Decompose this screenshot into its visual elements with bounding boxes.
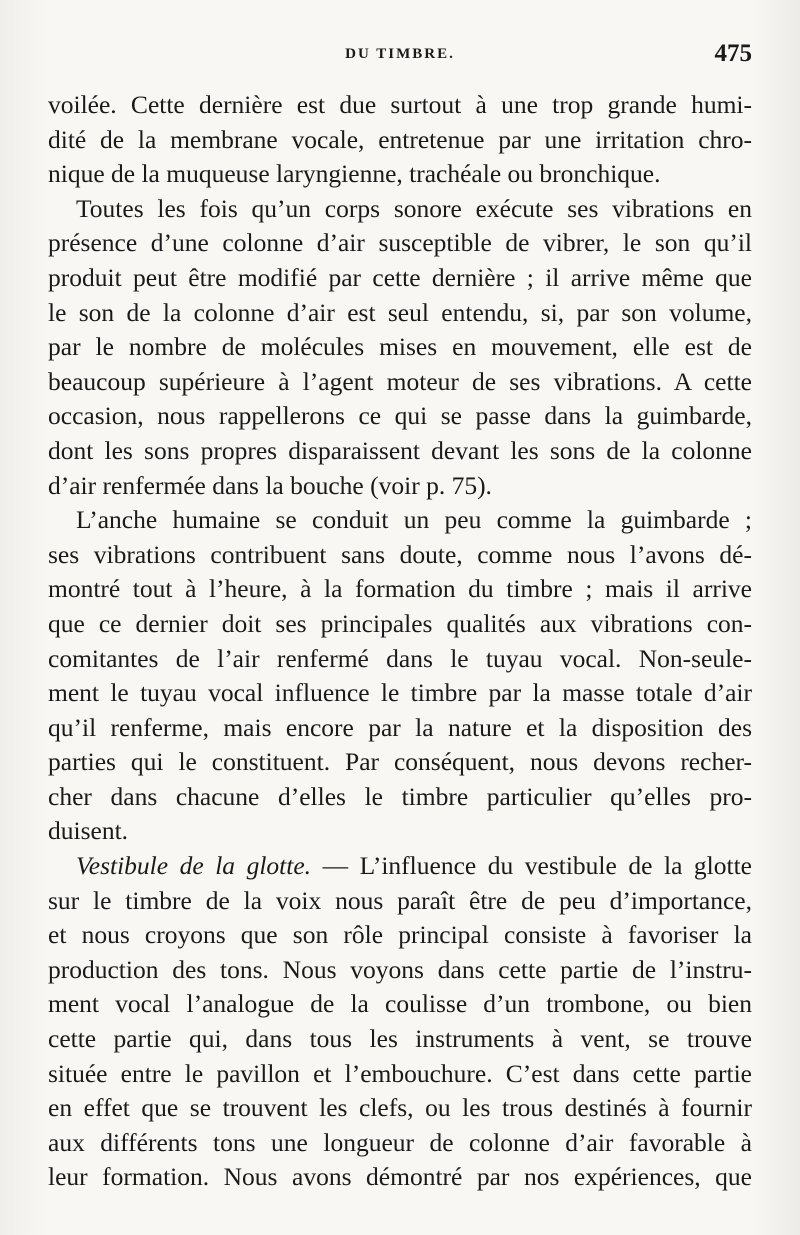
text-line: ment vocal l’analogue de la coulisse d’un trombone, ou bien	[48, 989, 752, 1019]
paragraph	[48, 192, 752, 503]
text-line: parties qui le constituent. Par conséquent, nous devons recher-	[48, 747, 752, 777]
text-line: produit peut être modifié par cette dernière ; il arrive même que	[48, 262, 752, 292]
text-line: située entre le pavillon et l’embouchure. C’est dans cette partie	[48, 1058, 752, 1088]
text-line: ment le tuyau vocal influence le timbre par la masse totale d’air	[48, 678, 752, 708]
text-line: nique de la muqueuse laryngienne, trachéale ou bronchique.	[48, 159, 661, 189]
text-line: et nous croyons que son rôle principal consiste à favoriser la	[48, 920, 752, 950]
text-line	[48, 849, 752, 884]
text-line: qu’il renferme, mais encore par la nature et la disposition des	[48, 712, 752, 742]
text-line: cette partie qui, dans tous les instruments à vent, se trouve	[48, 1024, 752, 1054]
text-line: production des tons. Nous voyons dans cette partie de l’instru-	[48, 954, 752, 984]
text-line: leur formation. Nous avons démontré par nos expériences, que	[48, 1162, 752, 1192]
text-line: occasion, nous rappellerons ce qui se passe dans la guimbarde,	[48, 401, 752, 431]
text-line: en effet que se trouvent les clefs, ou les trous destinés à fournir	[48, 1093, 752, 1123]
text-line: le son de la colonne d’air est seul entendu, si, par son volume,	[48, 297, 752, 327]
text-line: comitantes de l’air renfermé dans le tuyau vocal. Non-seule-	[48, 643, 752, 673]
text-line: montré tout à l’heure, à la formation du timbre ; mais il arrive	[48, 574, 752, 604]
text-line: dont les sons propres disparaissent devant les sons de la colonne	[48, 435, 752, 465]
running-head: DU TIMBRE.	[345, 46, 455, 62]
text-line: Toutes les fois qu’un corps sonore exécute ses vibrations en	[76, 193, 752, 223]
text-line: cher dans chacune d’elles le timbre particulier qu’elles pro-	[48, 781, 752, 811]
text-line: aux différents tons une longueur de colonne d’air favorable à	[48, 1127, 752, 1157]
text-line: sur le timbre de la voix nous paraît être de peu d’importance,	[48, 885, 752, 915]
text-line: présence d’une colonne d’air susceptible de vibrer, le son qu’il	[48, 228, 752, 258]
body-text	[48, 88, 752, 1195]
section-heading: Vestibule de la glotte.	[76, 851, 312, 881]
text-line: dité de la membrane vocale, entretenue par une irritation chro-	[48, 124, 752, 154]
text-line: par le nombre de molécules mises en mouvement, elle est de	[48, 332, 752, 362]
text-line: voilée. Cette dernière est due surtout à une trop grande humi-	[48, 90, 752, 119]
page-header	[48, 40, 752, 76]
paragraph	[48, 503, 752, 849]
text-line: que ce dernier doit ses principales qualités aux vibrations con-	[48, 608, 752, 638]
text-fragment: — L’influence du vestibule de la glotte	[311, 851, 752, 881]
text-line: duisent.	[48, 816, 129, 846]
text-line: L’anche humaine se conduit un peu comme la guimbarde ;	[76, 505, 752, 535]
page-number: 475	[714, 40, 752, 67]
text-line: beaucoup supérieure à l’agent moteur de ses vibrations. A cette	[48, 366, 752, 396]
text-line: ses vibrations contribuent sans doute, comme nous l’avons dé-	[48, 539, 752, 569]
paragraph	[48, 88, 752, 192]
text-line: d’air renfermée dans la bouche (voir p. 75).	[48, 470, 492, 500]
paragraph	[48, 849, 752, 1195]
